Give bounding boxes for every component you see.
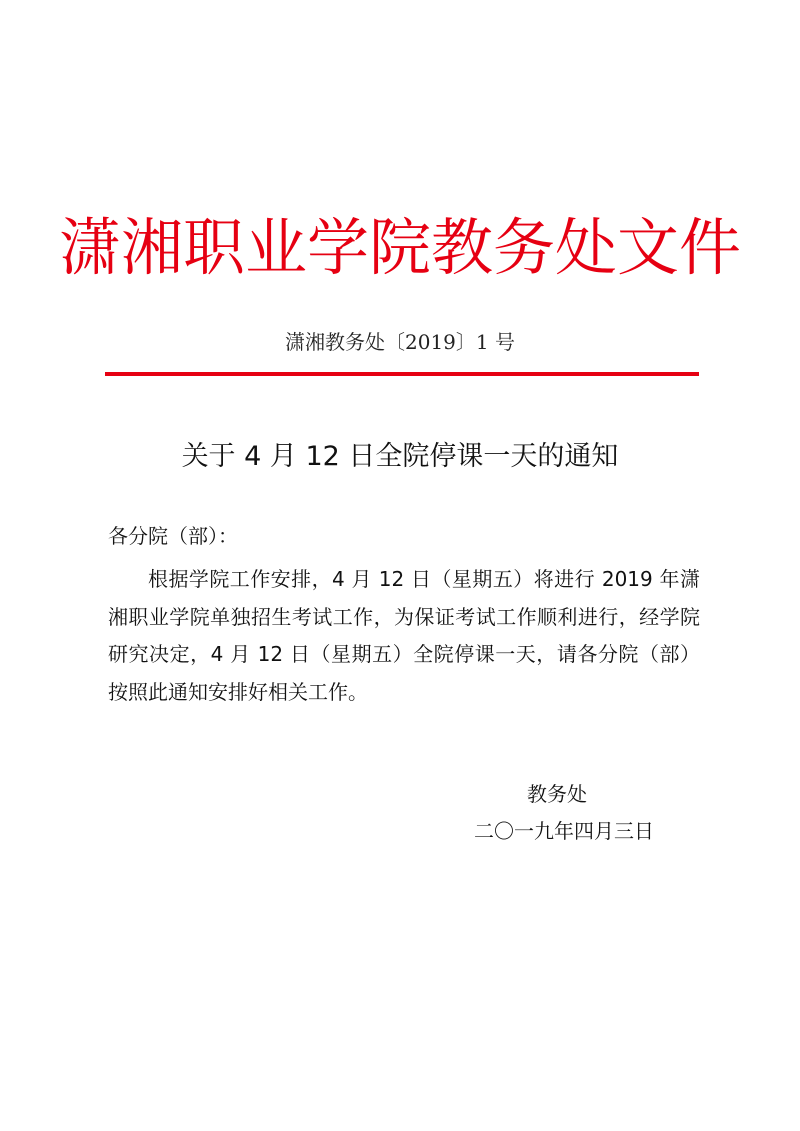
document-number: 潇湘教务处〔2019〕1 号 (285, 330, 515, 354)
signature-date: 二〇一九年四月三日 (474, 819, 654, 843)
notice-body: 根据学院工作安排，4 月 12 日（星期五）将进行 2019 年潇湘职业学院单独招生考试工作，为保证考试工作顺利进行，经学院研究决定，4 月 12 日（星期五）全院停课一天，请各分院（部）按照此通知安排好相关工作。 (108, 567, 700, 704)
document-header-title: 潇湘职业学院教务处文件 (58, 211, 741, 284)
signature: 教务处 (527, 782, 587, 806)
salutation: 各分院（部）： (108, 524, 238, 548)
header-divider (105, 372, 699, 376)
notice-title: 关于 4 月 12 日全院停课一天的通知 (181, 441, 619, 472)
